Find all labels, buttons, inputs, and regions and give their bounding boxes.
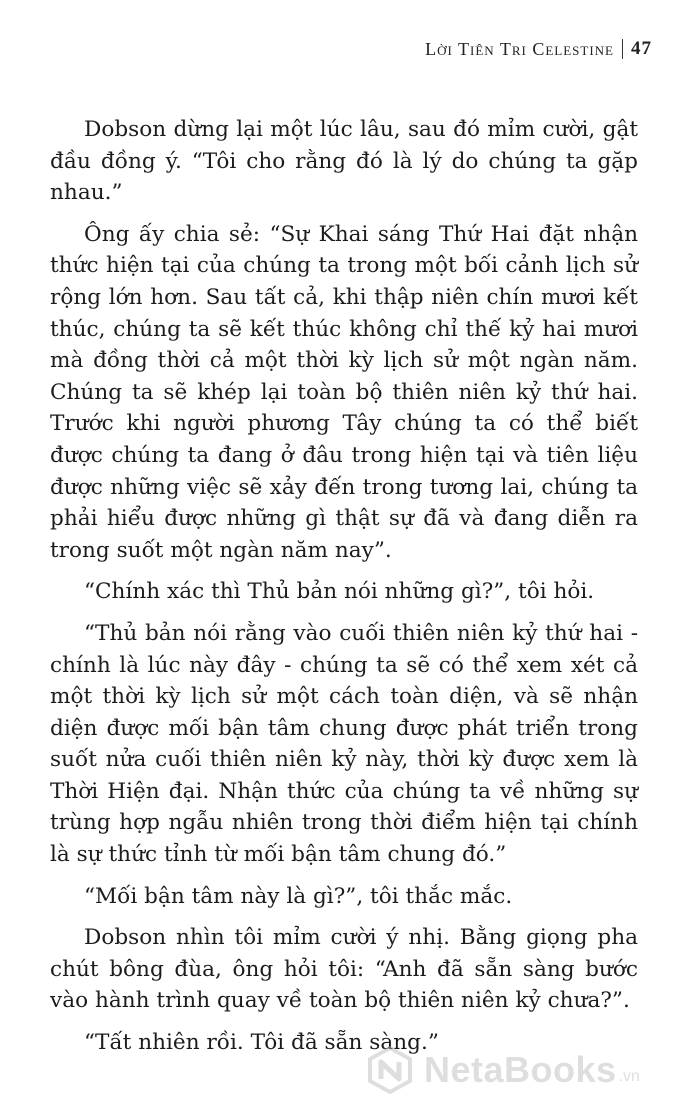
book-title: Lời Tiên Tri Celestine	[425, 38, 614, 59]
paragraph-7: “Tất nhiên rồi. Tôi đã sẵn sàng.”	[84, 1030, 439, 1056]
paragraph-4: “Thủ bản nói rằng vào cuối thiên niên kỷ thứ hai - chính là lúc này đây - chúng ta sẽ có thể xem xét cả một thời kỳ lịch sử một cách toàn diện, và sẽ nhận diện được mối bận tâm chung được phát triển trong suốt nửa cuối thiên niên kỷ này, thời kỳ được xem là Thời Hiện đại. Nhận thức của chúng ta về những sự trùng hợp ngẫu nhiên trong thời điểm hiện tại chính là sự thức tỉnh từ mối bận tâm chung đó.”	[50, 620, 638, 868]
page-number: 47	[631, 38, 652, 59]
paragraph-5: “Mối bận tâm này là gì?”, tôi thắc mắc.	[84, 883, 513, 909]
netabooks-logo-icon	[366, 1046, 414, 1094]
paragraph-6: Dobson nhìn tôi mỉm cười ý nhị. Bằng giọng pha chút bông đùa, ông hỏi tôi: “Anh đã sẵn sàng bước vào hành trình quay về toàn bộ thiên niên kỷ chưa?”.	[50, 925, 638, 1014]
watermark-brand: NetaBooks	[424, 1049, 617, 1090]
paragraph-2: Ông ấy chia sẻ: “Sự Khai sáng Thứ Hai đặt nhận thức hiện tại của chúng ta trong một bối cảnh lịch sử rộng lớn hơn. Sau tất cả, khi thập niên chín mươi kết thúc, chúng ta sẽ kết thúc không chỉ thế kỷ hai mươi mà đồng thời cả một thời kỳ lịch sử một ngàn năm. Chúng ta sẽ khép lại toàn bộ thiên niên kỷ thứ hai. Trước khi người phương Tây chúng ta có thể biết được chúng ta đang ở đâu trong hiện tại và tiên liệu được những việc sẽ xảy đến trong tương lai, chúng ta phải hiểu được những gì thật sự đã và đang diễn ra trong suốt một ngàn năm nay”.	[50, 221, 638, 563]
running-header	[425, 38, 652, 60]
watermark-suffix: .vn	[618, 1068, 640, 1085]
paragraph-1: Dobson dừng lại một lúc lâu, sau đó mỉm cười, gật đầu đồng ý. “Tôi cho rằng đó là lý do chúng ta gặp nhau.”	[50, 117, 638, 206]
watermark	[366, 1046, 640, 1094]
paragraph-3: “Chính xác thì Thủ bản nói những gì?”, tôi hỏi.	[84, 579, 595, 605]
body-text	[50, 114, 638, 1069]
header-separator	[622, 39, 623, 59]
